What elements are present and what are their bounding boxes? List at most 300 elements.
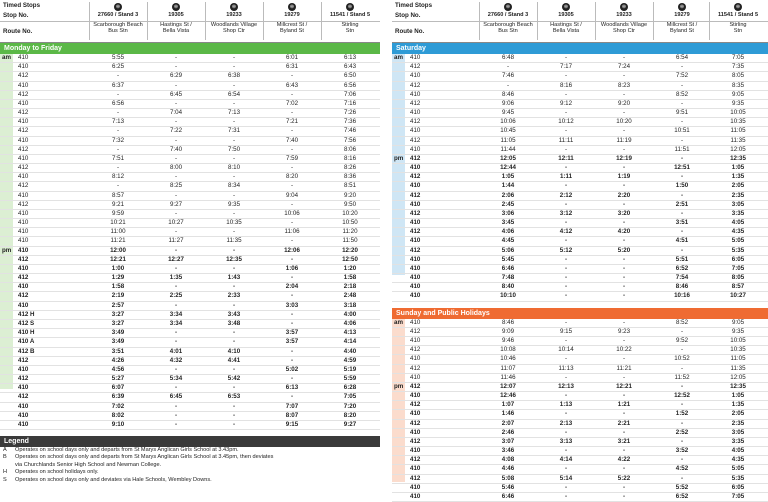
time-cell: 2:45 [501, 200, 515, 208]
route-number: 412 [410, 364, 421, 372]
time-cell: - [622, 465, 626, 473]
legend-key: H [3, 469, 8, 476]
time-cell: 10:21 [110, 219, 126, 227]
time-cell: 5:51 [675, 255, 689, 263]
time-cell: 12:21 [110, 255, 126, 263]
time-cell: 7:05 [731, 54, 745, 61]
route-number: 412 [410, 474, 421, 482]
time-cell: 9:12 [559, 99, 573, 107]
time-cell: 10:14 [558, 346, 574, 354]
time-cell: 2:07 [501, 419, 515, 427]
table-row [0, 320, 380, 329]
time-cell: - [174, 301, 178, 309]
time-cell: 3:46 [501, 447, 515, 455]
header-stop-column [712, 0, 764, 35]
route-number: 412 [18, 356, 29, 364]
stop-name: Byland St [280, 28, 304, 35]
time-cell: 1:52 [675, 410, 689, 418]
time-cell: - [116, 127, 120, 135]
time-cell: 10:51 [674, 127, 690, 135]
time-cell: 10:27 [168, 219, 184, 227]
period-label: am [394, 318, 403, 326]
time-cell: - [564, 465, 568, 473]
time-cell: 4:35 [731, 228, 745, 236]
route-number: 412 [410, 136, 421, 144]
time-cell: 1:44 [501, 182, 515, 190]
table-row [0, 237, 380, 246]
time-cell: 6:01 [285, 54, 299, 61]
time-cell: - [290, 72, 294, 80]
time-cell: 8:20 [285, 173, 299, 181]
stop-name: Scarborough Beach [93, 21, 143, 28]
time-cell: 9:27 [343, 420, 357, 428]
table-row [392, 100, 768, 109]
saturday-title-bar: Saturday [392, 43, 768, 54]
time-cell: - [680, 81, 684, 89]
time-cell: 9:23 [617, 327, 631, 335]
time-cell: - [680, 173, 684, 181]
time-cell: 3:52 [675, 447, 689, 455]
time-cell: - [174, 365, 178, 373]
time-cell: 2:13 [559, 419, 573, 427]
time-cell: 1:21 [617, 401, 631, 409]
time-cell: 4:08 [501, 456, 515, 464]
stop-number: 19305 [168, 12, 184, 18]
header-col-separator [653, 2, 654, 40]
time-cell: 8:35 [731, 81, 745, 89]
table-row [392, 429, 768, 438]
time-cell: 3:51 [675, 219, 689, 227]
time-cell: - [290, 393, 294, 401]
time-cell: - [232, 118, 236, 126]
time-cell: 8:02 [111, 411, 125, 419]
table-row [0, 292, 380, 301]
route-number: 410 A [18, 338, 35, 346]
time-cell: - [232, 384, 236, 392]
weekend-panel [392, 0, 768, 502]
time-cell: 4:20 [617, 228, 631, 236]
route-number: 410 [18, 209, 29, 217]
time-cell: - [564, 373, 568, 381]
time-cell: - [564, 109, 568, 117]
time-cell: 2:04 [285, 283, 299, 291]
table-row [0, 109, 380, 118]
table-row [392, 237, 768, 246]
time-cell: 1:07 [501, 401, 515, 409]
time-cell: 9:35 [731, 99, 745, 107]
header-col-separator [89, 2, 90, 40]
time-cell: - [680, 228, 684, 236]
route-number: 410 [410, 492, 421, 500]
stop-name: Byland St [670, 28, 694, 35]
table-row [392, 292, 768, 301]
time-cell: - [174, 402, 178, 410]
time-cell: 1:11 [559, 173, 573, 181]
time-cell: - [174, 420, 178, 428]
time-cell: 3:48 [227, 319, 241, 327]
time-cell: - [622, 336, 626, 344]
time-cell: 10:06 [500, 118, 516, 126]
table-row [0, 72, 380, 81]
table-row [0, 265, 380, 274]
table-row [392, 447, 768, 456]
time-cell: 1:35 [169, 274, 183, 282]
header-col-separator [147, 2, 148, 40]
time-cell: - [290, 145, 294, 153]
header-stop-column [656, 0, 708, 35]
time-cell: 11:46 [500, 373, 516, 381]
time-cell: 9:04 [285, 191, 299, 199]
time-cell: 3:03 [285, 301, 299, 309]
time-cell: 10:45 [500, 127, 516, 135]
time-cell: - [564, 145, 568, 153]
route-number: 410 [18, 402, 29, 410]
table-row [392, 274, 768, 283]
time-cell: 8:05 [731, 274, 745, 282]
table-row [0, 357, 380, 366]
time-cell: - [622, 283, 626, 291]
route-number: 412 S [18, 319, 35, 327]
route-number: 412 [410, 327, 421, 335]
time-cell: 1:05 [731, 392, 745, 400]
header-stop-column [482, 0, 534, 35]
time-cell: 12:35 [730, 382, 746, 390]
time-cell: - [290, 237, 294, 245]
time-cell: - [232, 54, 236, 61]
header-route-no: Route No. [395, 28, 425, 35]
table-row [392, 438, 768, 447]
time-cell: - [174, 81, 178, 89]
table-row [392, 365, 768, 374]
time-cell: - [680, 136, 684, 144]
time-cell: - [232, 264, 236, 272]
route-number: 410 [18, 264, 29, 272]
time-cell: 12:20 [342, 246, 358, 254]
time-cell: 1:58 [111, 283, 125, 291]
time-cell: - [232, 173, 236, 181]
table-row [392, 283, 768, 292]
time-cell: 2:06 [501, 191, 515, 199]
time-cell: 10:50 [342, 219, 358, 227]
time-cell: - [564, 274, 568, 282]
sunday-timetable [392, 319, 768, 502]
table-row [392, 146, 768, 155]
time-cell: 12:05 [730, 145, 746, 153]
time-cell: - [232, 136, 236, 144]
time-cell: 3:07 [501, 437, 515, 445]
time-cell: - [290, 375, 294, 383]
time-cell: 3:27 [111, 310, 125, 318]
time-cell: 6:56 [343, 81, 357, 89]
time-cell: 5:22 [617, 474, 631, 482]
route-number: 410 [18, 301, 29, 309]
table-row [392, 401, 768, 410]
table-row [0, 63, 380, 72]
legend-text: Operates on school days only and deviates via Hale Schools, Wembley Downs. [15, 476, 212, 483]
time-cell: 5:05 [731, 465, 745, 473]
time-cell: - [506, 81, 510, 89]
time-cell: 2:35 [731, 419, 745, 427]
bus-stop-icon: ⊜ [115, 4, 121, 10]
time-cell: - [290, 109, 294, 117]
time-cell: - [174, 173, 178, 181]
legend-item [0, 469, 380, 476]
time-cell: 9:50 [343, 200, 357, 208]
table-row [0, 201, 380, 210]
time-cell: 7:50 [227, 145, 241, 153]
time-cell: - [622, 182, 626, 190]
time-cell: 4:45 [501, 237, 515, 245]
time-cell: 6:38 [227, 72, 241, 80]
time-cell: 8:40 [501, 283, 515, 291]
time-cell: 7:05 [343, 393, 357, 401]
time-cell: 7:46 [501, 72, 515, 80]
route-number: 410 [410, 447, 421, 455]
time-cell: 10:22 [616, 346, 632, 354]
route-number: 412 [410, 63, 421, 71]
time-cell: 1:00 [111, 264, 125, 272]
time-cell: 3:13 [559, 437, 573, 445]
table-row [392, 484, 768, 493]
table-row [0, 192, 380, 201]
route-number: 412 [410, 99, 421, 107]
time-cell: - [622, 54, 626, 61]
time-cell: 7:13 [111, 118, 125, 126]
time-cell: 3:34 [169, 310, 183, 318]
route-number: 410 [18, 365, 29, 373]
route-number: 412 [410, 346, 421, 354]
bus-stop-icon: ⊜ [173, 4, 179, 10]
time-cell: 2:35 [731, 191, 745, 199]
time-cell: - [622, 237, 626, 245]
time-cell: 12:07 [500, 382, 516, 390]
time-cell: 11:00 [110, 228, 126, 236]
time-cell: 3:05 [731, 428, 745, 436]
time-cell: - [564, 127, 568, 135]
time-cell: 5:35 [731, 246, 745, 254]
time-cell: 4:32 [169, 356, 183, 364]
time-cell: - [290, 164, 294, 172]
time-cell: 3:35 [731, 437, 745, 445]
table-row [0, 412, 380, 421]
route-number: 412 [18, 200, 29, 208]
time-cell: 5:52 [675, 483, 689, 491]
time-cell: 11:35 [730, 136, 746, 144]
time-cell: - [290, 274, 294, 282]
time-cell: 10:52 [674, 355, 690, 363]
time-cell: 1:29 [111, 274, 125, 282]
time-cell: 12:50 [342, 255, 358, 263]
time-cell: 9:59 [111, 209, 125, 217]
time-cell: 4:13 [343, 329, 357, 337]
time-cell: - [564, 283, 568, 291]
stop-name: Hastings St / [550, 21, 582, 28]
time-cell: - [680, 437, 684, 445]
stop-name: Bus Stn [108, 28, 128, 35]
table-row [392, 465, 768, 474]
time-cell: 4:56 [111, 365, 125, 373]
header-stop-column [324, 0, 376, 35]
time-cell: 8:57 [731, 283, 745, 291]
table-row [0, 82, 380, 91]
time-cell: 6:13 [285, 384, 299, 392]
table-row [392, 328, 768, 337]
bus-stop-icon: ⊜ [563, 4, 569, 10]
table-row [0, 91, 380, 100]
time-cell: 12:06 [284, 246, 300, 254]
table-row [392, 118, 768, 127]
time-cell: - [174, 283, 178, 291]
time-cell: 11:21 [616, 364, 632, 372]
time-cell: 11:05 [730, 127, 746, 135]
time-cell: 10:05 [730, 336, 746, 344]
time-cell: - [116, 109, 120, 117]
table-row [392, 337, 768, 346]
time-cell: 1:58 [343, 274, 357, 282]
time-cell: - [232, 338, 236, 346]
stop-number: 19305 [558, 12, 574, 18]
time-cell: - [622, 392, 626, 400]
time-cell: 6:45 [169, 90, 183, 98]
route-number: 410 [410, 200, 421, 208]
time-cell: 3:18 [343, 301, 357, 309]
time-cell: - [116, 145, 120, 153]
bus-stop-icon: ⊜ [679, 4, 685, 10]
stop-header-right [392, 0, 768, 43]
legend-item [0, 454, 380, 461]
table-row [392, 355, 768, 364]
time-cell: 11:52 [674, 373, 690, 381]
stop-name: Bella Vista [552, 28, 580, 35]
header-col-separator [205, 2, 206, 40]
period-label: am [394, 54, 403, 61]
legend-item [0, 462, 380, 469]
time-cell: - [232, 283, 236, 291]
time-cell: - [232, 209, 236, 217]
time-cell: - [290, 90, 294, 98]
table-row [392, 82, 768, 91]
time-cell: 8:16 [559, 81, 573, 89]
table-row [0, 54, 380, 63]
table-row [0, 164, 380, 173]
route-number: 410 [410, 264, 421, 272]
table-row [0, 421, 380, 430]
time-cell: 7:16 [343, 99, 357, 107]
time-cell: 3:05 [731, 200, 745, 208]
time-cell: 12:13 [558, 382, 574, 390]
time-cell: - [290, 319, 294, 327]
time-cell: 3:45 [501, 219, 515, 227]
time-cell: 11:05 [500, 136, 516, 144]
time-cell: - [116, 90, 120, 98]
time-cell: - [680, 346, 684, 354]
route-number: 410 [18, 411, 29, 419]
time-cell: - [174, 99, 178, 107]
time-cell: 3:34 [169, 319, 183, 327]
time-cell: - [564, 90, 568, 98]
time-cell: - [564, 318, 568, 326]
time-cell: 4:10 [227, 347, 241, 355]
table-row [392, 109, 768, 118]
route-number: 412 [410, 118, 421, 126]
sunday-title-bar: Sunday and Public Holidays [392, 308, 768, 319]
time-cell: 4:46 [501, 465, 515, 473]
time-cell: 3:06 [501, 209, 515, 217]
time-cell: 9:21 [111, 200, 125, 208]
time-cell: 6:07 [111, 384, 125, 392]
time-cell: 4:06 [343, 319, 357, 327]
time-cell: 1:06 [285, 264, 299, 272]
time-cell: - [564, 200, 568, 208]
time-cell: - [622, 164, 626, 172]
time-cell: 6:13 [343, 54, 357, 61]
time-cell: 8:46 [675, 283, 689, 291]
legend-key: B [3, 454, 7, 461]
time-cell: 8:51 [343, 182, 357, 190]
time-cell: 11:50 [342, 237, 358, 245]
time-cell: 9:35 [227, 200, 241, 208]
stop-name: Stirling [341, 21, 359, 28]
time-cell: 5:08 [501, 474, 515, 482]
stop-number: 11541 / Stand 5 [329, 12, 371, 18]
table-row [392, 247, 768, 256]
table-row [0, 302, 380, 311]
time-cell: 6:43 [285, 81, 299, 89]
time-cell: 7:35 [731, 63, 745, 71]
time-cell: 12:27 [168, 255, 184, 263]
time-cell: 2:05 [731, 182, 745, 190]
table-row [0, 393, 380, 402]
time-cell: - [622, 219, 626, 227]
route-number: 410 [410, 283, 421, 291]
time-cell: - [680, 382, 684, 390]
route-number: 412 [18, 145, 29, 153]
route-number: 410 [18, 283, 29, 291]
time-cell: - [290, 356, 294, 364]
legend [0, 436, 380, 484]
time-cell: - [564, 264, 568, 272]
time-cell: 2:05 [731, 410, 745, 418]
time-cell: 6:05 [731, 255, 745, 263]
time-cell: 7:54 [675, 274, 689, 282]
time-cell: 9:05 [731, 90, 745, 98]
time-cell: 6:54 [227, 90, 241, 98]
route-number: 412 [410, 246, 421, 254]
time-cell: 9:05 [731, 318, 745, 326]
table-row [0, 375, 380, 384]
stop-number: 19279 [284, 12, 300, 18]
header-col-separator [595, 2, 596, 40]
time-cell: 10:27 [730, 292, 746, 300]
time-cell: - [564, 336, 568, 344]
table-row [392, 210, 768, 219]
time-cell: 3:49 [111, 338, 125, 346]
time-cell: 9:51 [675, 109, 689, 117]
table-row [0, 247, 380, 256]
table-row [392, 137, 768, 146]
bus-stop-icon: ⊜ [289, 4, 295, 10]
time-cell: 11:51 [674, 145, 690, 153]
time-cell: 6:54 [675, 54, 689, 61]
time-cell: 8:26 [343, 164, 357, 172]
table-row [0, 348, 380, 357]
route-number: 410 [410, 336, 421, 344]
time-cell: - [290, 310, 294, 318]
time-cell: 6:05 [731, 483, 745, 491]
time-cell: - [564, 355, 568, 363]
table-row [392, 265, 768, 274]
time-cell: 3:35 [731, 209, 745, 217]
